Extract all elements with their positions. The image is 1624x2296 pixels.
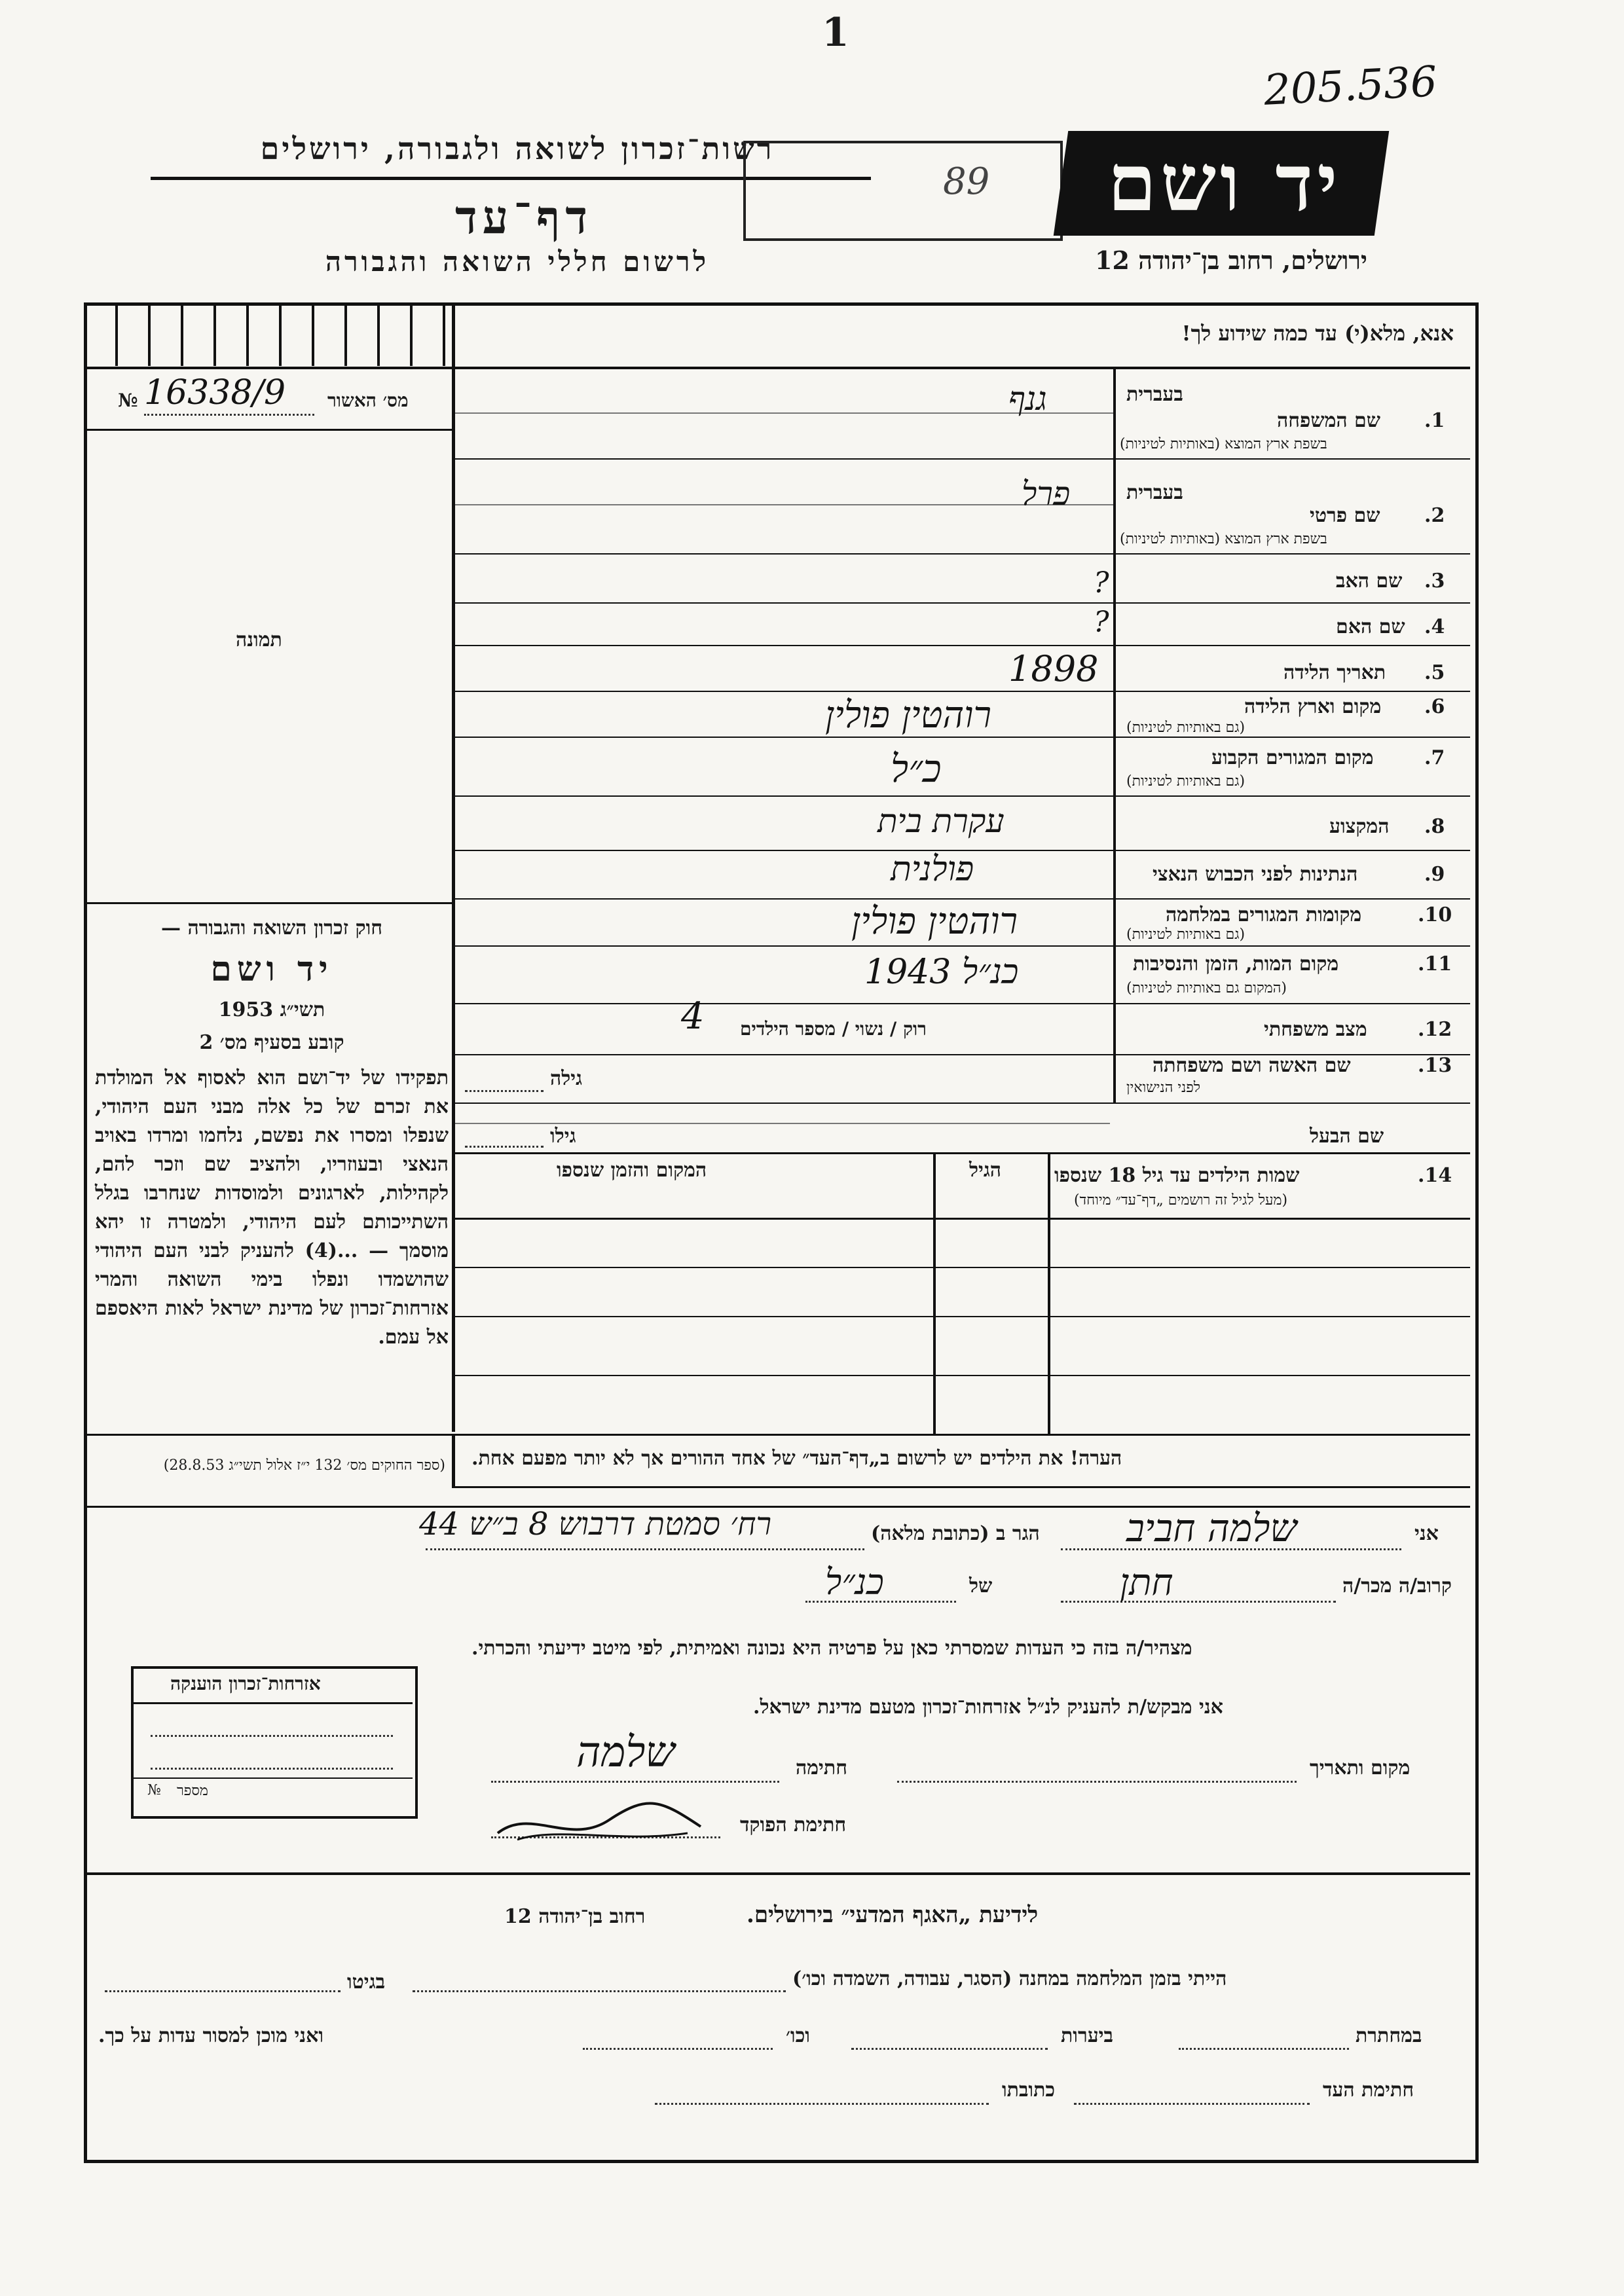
field-6-number: 6. xyxy=(1424,695,1445,718)
science-etc: וכו׳ xyxy=(786,2024,810,2047)
field-10-label: מקומות המגורים במלחמה xyxy=(1166,903,1362,926)
citizenship-no-sign: № xyxy=(147,1782,161,1798)
approval-number: 16338/9 xyxy=(144,373,286,412)
field-6-sub: (גם באותיות לטיניות) xyxy=(1126,720,1246,736)
field-3-number: 3. xyxy=(1424,570,1445,592)
decl-signature: חתימה xyxy=(796,1757,847,1779)
children-note: (מעל לגיל זה רושמים „דף־עד״ מיוחד) xyxy=(1074,1192,1288,1209)
field-6-value: רוהטין פולין xyxy=(825,694,992,737)
field-5-number: 5. xyxy=(1424,661,1445,684)
field-1-label: שם המשפחה xyxy=(1277,409,1381,432)
field-11-value: כנ״ל 1943 xyxy=(864,953,1019,992)
photo-label: תמונה xyxy=(236,629,282,651)
science-underground: במחתרת xyxy=(1356,2024,1422,2047)
science-witness-sig: חתימת העד xyxy=(1323,2079,1414,2102)
intro-text: אנא, מלא(י) עד כמה שידוע לך! xyxy=(1181,321,1454,346)
field-9-label: הנתינות לפני הכבוש הנאצי xyxy=(1153,863,1358,886)
field-12-options: רוק / נשוי / מספר הילדים xyxy=(740,1018,927,1040)
citizenship-title: אזרחות־זכרון הוענקה xyxy=(170,1673,321,1694)
officer-signature-scrawl xyxy=(491,1794,714,1853)
field-13-sub: לפני הנישואין xyxy=(1126,1080,1201,1096)
children-title: שמות הילדים עד גיל 18 שנספו xyxy=(1054,1164,1300,1187)
husband-age-label: גילו xyxy=(550,1125,576,1148)
field-10-value: רוהטין פולין xyxy=(851,900,1018,943)
field-4-value: ? xyxy=(1094,606,1109,639)
science-forests: ביערות xyxy=(1061,2024,1114,2047)
field-5-label: תאריך הלידה xyxy=(1283,661,1386,684)
husband-name-label: שם הבעל xyxy=(1310,1125,1384,1148)
field-1-number: 1. xyxy=(1424,409,1445,432)
field-12-label: מצב משפחתי xyxy=(1264,1018,1367,1041)
law-divider xyxy=(452,1434,455,1488)
value-column-rule xyxy=(1113,367,1116,1102)
field-2-value: פרל xyxy=(1022,475,1071,513)
decl-resident: הגר ב (כתובת מלאה) xyxy=(871,1522,1040,1545)
law-source: (ספר החוקים מס׳ 132 י״ז אלול תשי״ג 28.8.53) xyxy=(163,1457,445,1474)
decl-address-value: רח׳ סמטת דרבוש 8 ב״ש 44 xyxy=(419,1506,772,1542)
science-divider xyxy=(85,1872,1470,1875)
form-subtitle: לרשום חללי השואה והגבורה xyxy=(325,246,710,278)
field-6-label: מקום וארץ הלידה xyxy=(1244,695,1382,718)
field-8-label: המקצוע xyxy=(1329,815,1390,838)
science-address-label: כתובתו xyxy=(1002,2079,1056,2102)
field-8-value: עקרת בית xyxy=(877,802,1005,840)
decl-of: של xyxy=(969,1575,993,1597)
decl-i: אני xyxy=(1414,1522,1439,1545)
stamp-number: 89 xyxy=(943,160,990,203)
approval-no-sign: № xyxy=(118,390,138,411)
field-9-number: 9. xyxy=(1424,863,1445,886)
stamp-box xyxy=(743,141,1063,241)
decl-place-date: מקום ותאריך xyxy=(1310,1757,1411,1779)
field-2-hebrew-label: בעברית xyxy=(1126,481,1183,504)
children-place-header: המקום והזמן שנספו xyxy=(557,1159,707,1182)
remark: הערה! את הילדים יש לרשום ב„דף־העד״ של אחד ההורים אך לא יותר מפעם אחת. xyxy=(471,1447,1122,1470)
field-9-value: פולנית xyxy=(891,850,974,889)
decl-statement: מצהיר/ה בזה כי העדות שמסרתי כאן על פרטיה היא נכונה ואמיתית, לפי מיטב ידיעתי והכרתי. xyxy=(471,1637,1192,1660)
science-title: לידיעת „האגף המדעי״ בירושלים. xyxy=(747,1902,1039,1928)
field-1-value: גנף xyxy=(1008,380,1047,418)
authority-name: רשות־זכרון לשואה ולגבורה, ירושלים xyxy=(260,131,775,166)
field-3-value: ? xyxy=(1094,566,1109,600)
page-mark: 1 xyxy=(822,10,849,56)
field-4-label: שם האם xyxy=(1336,615,1405,638)
field-7-value: כ״ל xyxy=(891,746,942,791)
field-2-label: שם פרטי xyxy=(1310,504,1380,527)
field-2-sub: בשפת ארץ המוצא (באותיות לטיניות) xyxy=(1120,531,1327,547)
law-name: יד ושם xyxy=(210,949,333,989)
science-ghetto: בגיטו xyxy=(347,1971,386,1994)
science-ready: ואני מוכן למסור עדות על כך. xyxy=(98,2024,324,2047)
archive-number: 205.536 xyxy=(1263,58,1439,115)
field-10-number: 10. xyxy=(1418,903,1452,926)
form-title: דף־עד xyxy=(454,190,593,244)
law-year: תשי״ג 1953 xyxy=(218,998,325,1021)
field-7-label: מקום המגורים הקבוע xyxy=(1211,746,1374,769)
field-4-number: 4. xyxy=(1424,615,1445,638)
law-title: חוק זכרון השואה והגבורה — xyxy=(161,917,382,939)
field-11-label: מקום המות, הזמן והנסיבות xyxy=(1133,953,1339,975)
field-13-number: 13. xyxy=(1418,1054,1452,1077)
approval-label: מס׳ האשור xyxy=(327,390,409,411)
logo-text: יד ושם xyxy=(1107,137,1342,229)
field-7-number: 7. xyxy=(1424,746,1445,769)
address: ירושלים, רחוב בן־יהודה 12 xyxy=(1095,246,1367,275)
decl-relative: קרוב/ה מכר/ה xyxy=(1342,1575,1452,1597)
left-col-divider xyxy=(452,302,455,1432)
decl-request: אני מבקש/ת להעניק לנ״ל אזרחות־זכרון מטעם מדינת ישראל. xyxy=(753,1696,1223,1719)
wife-age-label: גילה xyxy=(550,1067,583,1090)
field-11-sub: (המקום גם באותיות לטיניות) xyxy=(1126,980,1287,996)
field-12-number: 12. xyxy=(1418,1018,1452,1041)
citizenship-number: מספר xyxy=(177,1783,208,1799)
field-8-number: 8. xyxy=(1424,815,1445,838)
top-left-cells xyxy=(85,306,452,366)
decl-i-value: שלמה חביב xyxy=(1126,1506,1297,1550)
field-5-value: 1898 xyxy=(1008,648,1099,689)
decl-relation-value: חתן xyxy=(1120,1561,1173,1604)
decl-of-value: כנ״ל xyxy=(825,1561,884,1603)
field-10-sub: (גם באותיות לטיניות) xyxy=(1126,926,1246,943)
field-1-sub: בשפת ארץ המוצא (באותיות לטיניות) xyxy=(1120,436,1327,452)
children-age-header: הגיל xyxy=(969,1159,1002,1182)
field-12-value: 4 xyxy=(681,995,705,1038)
field-2-number: 2. xyxy=(1424,504,1445,527)
field-13-label: שם האשה ושם משפחתה xyxy=(1153,1054,1351,1077)
law-clause: קובע בסעיף מס׳ 2 xyxy=(199,1031,344,1054)
field-11-number: 11. xyxy=(1418,953,1452,975)
science-address: רחוב בן־יהודה 12 xyxy=(504,1905,646,1928)
field-3-label: שם האב xyxy=(1336,570,1403,592)
decl-signature-value: שלמה xyxy=(576,1728,675,1777)
law-body: תפקידו של יד־ושם הוא לאסוף אל המולדת את זכרם של כל אלה מבני העם היהודי, שנפלו ומסרו את נפשם, נלחמו ומרדו באויב הנאצי ובעוזריו, ולהציב שם וזכר להם, לקהילות, לארגונים ולמוסדות שנחרבו בגלל השתייכותם לעם היהודי, ולמטרה זו יהא מוסמך — ...(4) להעניק לבני העם היהודי שהושמדו ונפלו בימי השואה והמרי אזרחות־זכרון של מדינת ישראל לאות היאספם אל עמם. xyxy=(95,1066,449,1349)
field-1-hebrew-label: בעברית xyxy=(1126,383,1183,406)
decl-officer-signature: חתימת הפוקד xyxy=(740,1813,847,1836)
field-7-sub: (גם באותיות לטיניות) xyxy=(1126,773,1246,790)
children-number: 14. xyxy=(1418,1164,1452,1187)
science-line1: הייתי בזמן המלחמה במחנה (הסגר, עבודה, השמדה וכו׳) xyxy=(792,1967,1227,1990)
